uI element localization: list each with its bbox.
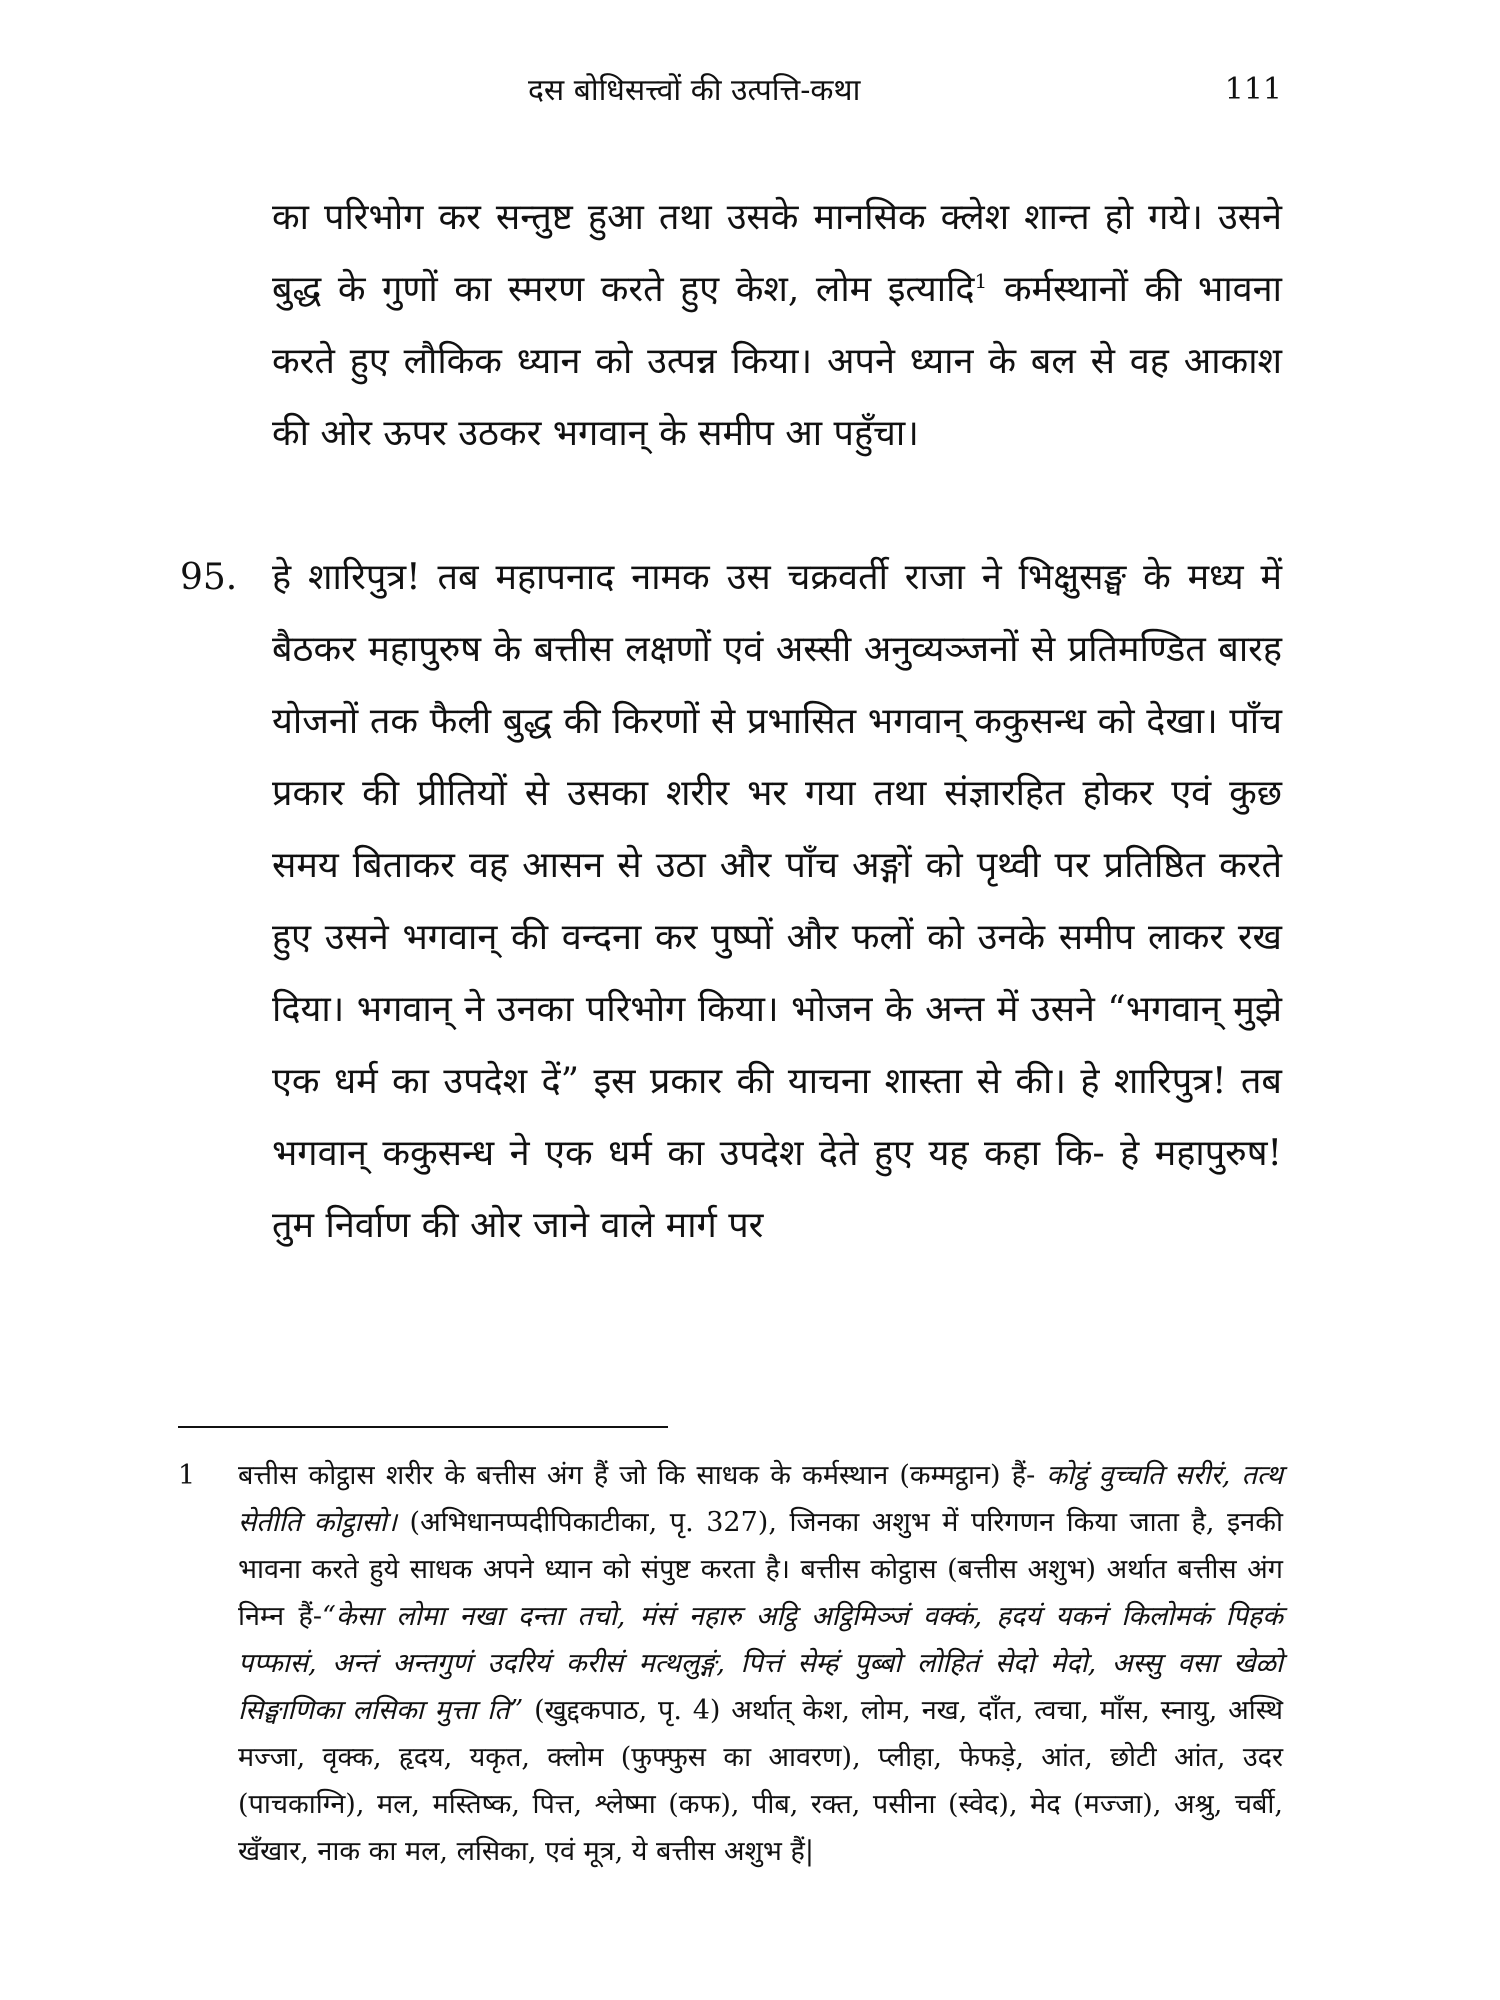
- paragraph-95: [180, 542, 1282, 1262]
- footnote-segment: (अभिधानप्पदीपिकाटीका, पृ. 327), जिनका अशुभ में परिगणन किया जाता है, इनकी भावना करते हुये साधक अपने ध्यान को संपुष्ट करता है। बत्तीस कोट्ठास (बत्तीस अशुभ) अर्थात बत्तीस अंग निम्न हैं-: [238, 1507, 1283, 1632]
- footnote: [178, 1452, 1283, 1875]
- footnote-divider: [178, 1426, 668, 1428]
- footnote-reference: 1: [974, 269, 988, 293]
- footnote-pali-verse: “केसा लोमा नखा दन्ता तचो, मंसं नहारु अट्ठि अट्ठिमिञ्जं वक्कं, हदयं यकनं किलोमकं पिहकं पप्फासं, अन्तं अन्तगुणं उदरियं करीसं मत्थलुङ्गं, पित्तं सेम्हं पुब्बो लोहितं सेदो मेदो, अस्सु वसा खेळो सिङ्घाणिका लसिका मुत्ता ति”: [238, 1601, 1283, 1726]
- footnote-text: [238, 1452, 1283, 1875]
- paragraph-text: कर्मस्थानों की भावना करते हुए लौकिक ध्यान को उत्पन्न किया। अपने ध्यान के बल से वह आकाश की ओर ऊपर उठकर भगवान् के समीप आ पहुँचा।: [272, 269, 1282, 454]
- footnote-segment: (खुद्दकपाठ, पृ. 4) अर्थात् केश, लोम, नख, दाँत, त्वचा, माँस, स्नायु, अस्थि मज्जा, वृक्क, हृदय, यकृत, क्लोम (फुफ्फुस का आवरण), प्लीहा, फेफड़े, आंत, छोटी आंत, उदर (पाचकाग्नि), मल, मस्तिष्क, पित्त, श्लेष्मा (कफ), पीब, रक्त, पसीना (स्वेद), मेद (मज्जा), अश्रु, चर्बी, खँखार, नाक का मल, लसिका, एवं मूत्र, ये बत्तीस अशुभ हैं|: [238, 1695, 1283, 1867]
- paragraph-text: का परिभोग कर सन्तुष्ट हुआ तथा उसके मानसिक क्लेश शान्त हो गये। उसने बुद्ध के गुणों का स्मरण करते हुए केश, लोम इत्यादि: [272, 197, 1282, 310]
- running-title: दस बोधिसत्त्वों की उत्पत्ति-कथा: [528, 73, 861, 108]
- page-number: 111: [1224, 72, 1282, 107]
- paragraph-text: हे शारिपुत्र! तब महापनाद नामक उस चक्रवर्ती राजा ने भिक्षुसङ्घ के मध्य में बैठकर महापुरुष के बत्तीस लक्षणों एवं अस्सी अनुव्यञ्जनों से प्रतिमण्डित बारह योजनों तक फैली बुद्ध की किरणों से प्रभासित भगवान् ककुसन्ध को देखा। पाँच प्रकार की प्रीतियों से उसका शरीर भर गया तथा संज्ञारहित होकर एवं कुछ समय बिताकर वह आसन से उठा और पाँच अङ्गों को पृथ्वी पर प्रतिष्ठित करते हुए उसने भगवान् की वन्दना कर पुष्पों और फलों को उनके समीप लाकर रख दिया। भगवान् ने उनका परिभोग किया। भोजन के अन्त में उसने “भगवान् मुझे एक धर्म का उपदेश दें” इस प्रकार की याचना शास्ता से की। हे शारिपुत्र! तब भगवान् ककुसन्ध ने एक धर्म का उपदेश देते हुए यह कहा कि- हे महापुरुष! तुम निर्वाण की ओर जाने वाले मार्ग पर: [272, 557, 1282, 1246]
- footnote-segment: बत्तीस कोट्ठास शरीर के बत्तीस अंग हैं जो कि साधक के कर्मस्थान (कम्मट्ठान) हैं-: [238, 1460, 1047, 1491]
- footnote-marker: 1: [178, 1460, 196, 1491]
- paragraph-number: 95.: [180, 557, 238, 598]
- paragraph-continued: [272, 182, 1282, 470]
- footnote-pali-quote: कोट्ठं वुच्चति सरीरं, तत्थ सेतीति कोट्ठासो।: [238, 1460, 1283, 1538]
